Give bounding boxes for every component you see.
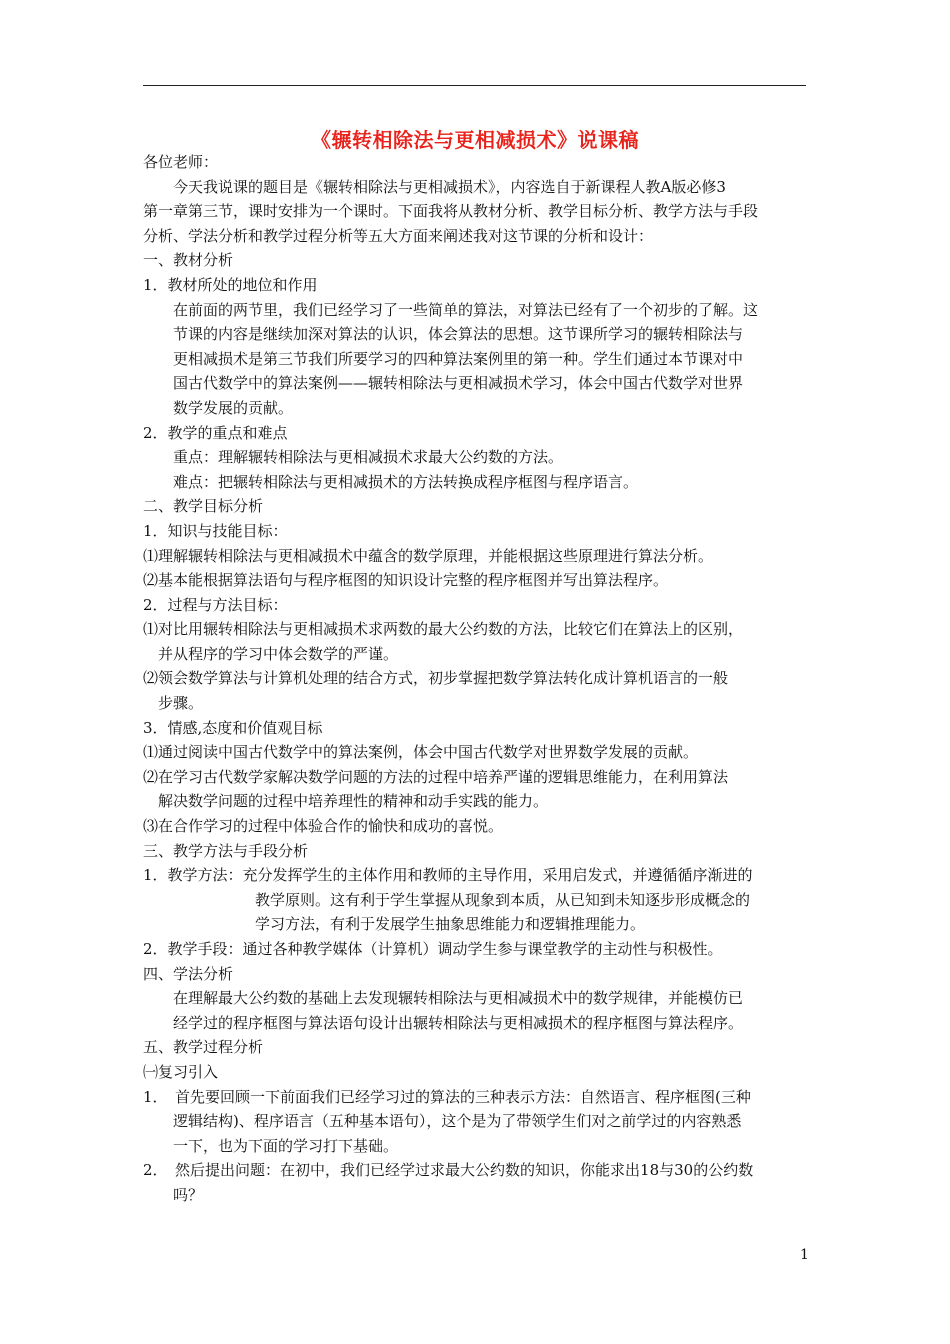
text-line: 数学发展的贡献。 [173, 398, 294, 417]
text-line: 在理解最大公约数的基础上去发现辗转相除法与更相减损术中的数学规律，并能模仿已 [173, 989, 744, 1008]
document-title: 《辗转相除法与更相减损术》说课稿 [311, 128, 639, 152]
text-line: 1．教材所处的地位和作用 [143, 275, 318, 294]
text-line: 逻辑结构)、程序语言（五种基本语句），这个是为了带领学生们对之前学过的内容熟悉 [173, 1112, 742, 1131]
text-line: ⑴对比用辗转相除法与更相减损术求两数的最大公约数的方法，比较它们在算法上的区别， [143, 620, 744, 639]
text-line: 1．教学方法：充分发挥学生的主体作用和教师的主导作用，采用启发式，并遵循循序渐进的 [143, 866, 753, 885]
text-line: 一下，也为下面的学习打下基础。 [173, 1136, 399, 1155]
text-line: ⑵在学习古代数学家解决数学问题的方法的过程中培养严谨的逻辑思维能力，在利用算法 [143, 767, 729, 786]
page-number: 1 [800, 1247, 809, 1263]
text-line: 1． 首先要回顾一下前面我们已经学习过的算法的三种表示方法：自然语言、程序框图(三种 [143, 1087, 751, 1106]
text-line: ⑵领会数学算法与计算机处理的结合方式，初步掌握把数学算法转化成计算机语言的一般 [143, 669, 729, 688]
text-line: 今天我说课的题目是《辗转相除法与更相减损术》，内容选自于新课程人教A版必修3 [173, 177, 726, 196]
text-line: 第一章第三节，课时安排为一个课时。下面我将从教材分析、教学目标分析、教学方法与手段 [143, 202, 759, 221]
text-line: 3．情感,态度和价值观目标 [143, 718, 323, 737]
text-line: 四、学法分析 [143, 964, 234, 983]
text-line: 难点：把辗转相除法与更相减损术的方法转换成程序框图与程序语言。 [173, 472, 639, 491]
text-line: ⑶在合作学习的过程中体验合作的愉快和成功的喜悦。 [143, 817, 504, 836]
text-line: 解决数学问题的过程中培养理性的精神和动手实践的能力。 [158, 792, 549, 811]
text-line: ⑵基本能根据算法语句与程序框图的知识设计完整的程序框图并写出算法程序。 [143, 571, 669, 590]
text-line: 2．教学的重点和难点 [143, 423, 288, 442]
text-line: 学习方法，有利于发展学生抽象思维能力和逻辑推理能力。 [255, 915, 646, 934]
text-line: 各位老师： [143, 153, 219, 171]
document-body [143, 150, 811, 1208]
text-line: 三、教学方法与手段分析 [143, 841, 309, 860]
text-line: 分析、学法分析和教学过程分析等五大方面来阐述我对这节课的分析和设计： [143, 226, 654, 245]
text-line: 在前面的两节里，我们已经学习了一些简单的算法，对算法已经有了一个初步的了解。这 [173, 300, 759, 319]
text-line: 一、教材分析 [143, 251, 234, 270]
text-line: ⑴理解辗转相除法与更相减损术中蕴含的数学原理，并能根据这些原理进行算法分析。 [143, 546, 714, 565]
text-line: 国古代数学中的算法案例——辗转相除法与更相减损术学习，体会中国古代数学对世界 [173, 374, 744, 393]
text-line: 步骤。 [158, 694, 204, 713]
text-line: 2． 然后提出问题：在初中，我们已经学过求最大公约数的知识，你能求出18与30的公约数 [143, 1161, 754, 1180]
text-line: 吗？ [173, 1185, 204, 1204]
text-line: 2．过程与方法目标： [143, 595, 288, 614]
text-line: 更相减损术是第三节我们所要学习的四种算法案例里的第一种。学生们通过本节课对中 [173, 349, 744, 368]
text-line: ⑴通过阅读中国古代数学中的算法案例，体会中国古代数学对世界数学发展的贡献。 [143, 743, 699, 762]
text-line: 经学过的程序框图与算法语句设计出辗转相除法与更相减损术的程序框图与算法程序。 [173, 1013, 744, 1032]
text-line: 五、教学过程分析 [143, 1038, 264, 1057]
text-line: 并从程序的学习中体会数学的严谨。 [158, 644, 399, 663]
text-line: 重点：理解辗转相除法与更相减损术求最大公约数的方法。 [173, 448, 564, 467]
text-line: 教学原则。这有利于学生掌握从现象到本质，从已知到未知逐步形成概念的 [255, 890, 751, 909]
text-line: 节课的内容是继续加深对算法的认识，体会算法的思想。这节课所学习的辗转相除法与 [173, 325, 744, 344]
header-rule [143, 85, 806, 86]
text-line: 二、教学目标分析 [143, 497, 264, 516]
text-line: 1．知识与技能目标： [143, 521, 288, 540]
text-line: ㈠复习引入 [143, 1062, 219, 1081]
text-line: 2．教学手段：通过各种教学媒体（计算机）调动学生参与课堂教学的主动性与积极性。 [143, 940, 723, 958]
